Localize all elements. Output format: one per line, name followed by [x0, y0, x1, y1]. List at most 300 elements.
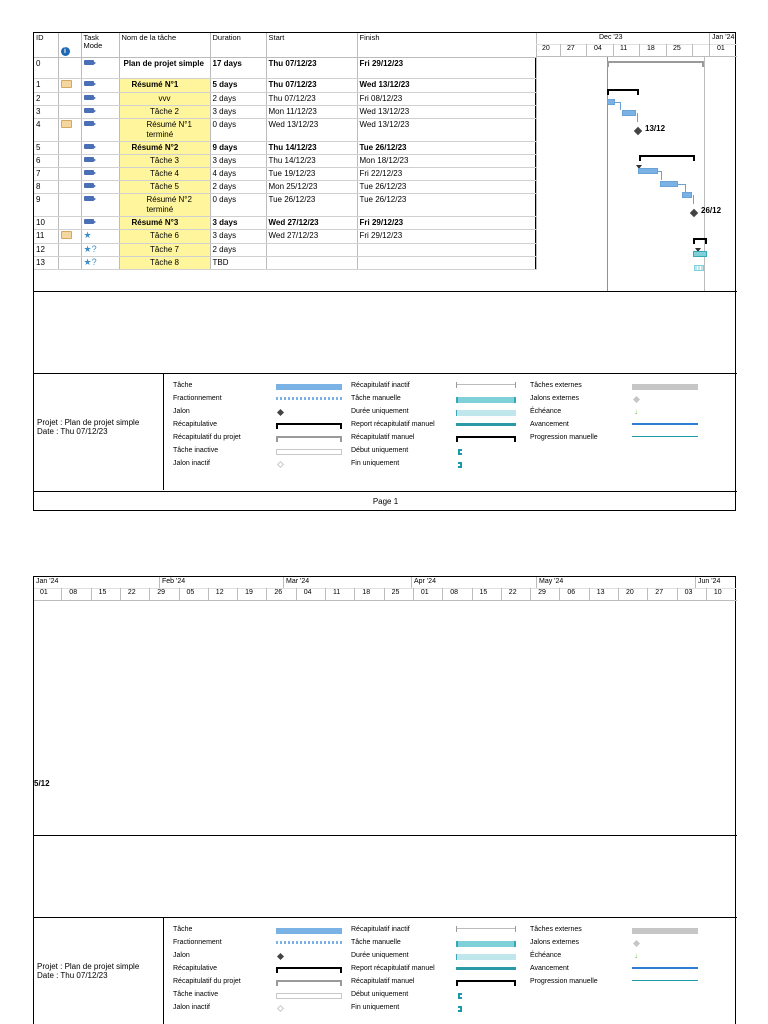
task-indicator[interactable] — [58, 92, 81, 105]
task-name[interactable] — [119, 167, 210, 180]
project-date: Date : Thu 07/12/23 — [37, 427, 108, 436]
task-indicator[interactable] — [58, 229, 81, 243]
finish-only-icon — [458, 462, 462, 468]
manual-task-icon — [456, 397, 516, 403]
task-row[interactable] — [34, 154, 536, 167]
task-name[interactable] — [119, 193, 210, 216]
manual-summary-rollup-icon — [456, 423, 516, 426]
timescale-day: 15 — [479, 589, 488, 596]
timescale-month: Dec '23 — [599, 34, 623, 41]
task-row[interactable] — [34, 118, 536, 141]
timescale-month: May '24 — [539, 578, 564, 585]
task-id[interactable]: 11 — [34, 229, 58, 243]
timescale-day: 22 — [508, 589, 517, 596]
task-mode[interactable] — [81, 180, 119, 193]
task-finish[interactable]: Fri 29/12/23 — [357, 57, 536, 78]
summary-icon — [276, 967, 342, 969]
task-name[interactable] — [119, 180, 210, 193]
task-mode[interactable] — [81, 57, 119, 78]
timescale-day: 27 — [655, 589, 664, 596]
col-finish[interactable]: Finish — [357, 33, 536, 57]
task-finish[interactable]: Tue 26/12/23 — [357, 193, 536, 216]
legend-label: Durée uniquement — [351, 952, 409, 959]
deadline-icon: ↓ — [634, 951, 638, 960]
auto-schedule-icon — [84, 183, 94, 188]
task-indicator[interactable] — [58, 154, 81, 167]
dependency-link — [615, 102, 621, 110]
legend-label: Récapitulatif manuel — [351, 434, 415, 441]
split-icon — [276, 941, 342, 944]
task-start[interactable]: Tue 26/12/23 — [266, 193, 357, 216]
task-duration[interactable]: 9 days — [210, 141, 266, 154]
task-id[interactable]: 1 — [34, 78, 58, 92]
start-only-icon — [458, 449, 462, 455]
task-name-text: Tâche 3 — [150, 155, 179, 165]
task-name[interactable] — [119, 256, 210, 269]
legend-label: Récapitulatif du projet — [173, 434, 241, 441]
project-date: Date : Thu 07/12/23 — [37, 971, 108, 980]
task-row[interactable] — [34, 167, 536, 180]
col-indicators[interactable] — [58, 33, 81, 57]
timescale-day: 06 — [567, 589, 576, 596]
auto-schedule-icon — [84, 95, 94, 100]
auto-schedule-icon — [84, 108, 94, 113]
summary-icon — [276, 423, 342, 425]
summary-bar-3[interactable] — [693, 238, 707, 240]
legend-label: Tâche manuelle — [351, 395, 401, 402]
info-icon: i — [61, 47, 70, 56]
milestone-label-cut: 5/12 — [34, 779, 50, 788]
task-name-text: Tâche 2 — [150, 106, 179, 116]
timescale-day: 19 — [245, 589, 253, 596]
legend-label: Durée uniquement — [351, 408, 409, 415]
task-mode[interactable] — [81, 154, 119, 167]
task-row[interactable] — [34, 78, 536, 92]
legend-label: Progression manuelle — [530, 978, 598, 985]
timescale-day: 03 — [684, 589, 693, 596]
milestone-label: 13/12 — [645, 124, 666, 133]
task-indicator[interactable] — [58, 256, 81, 269]
task-indicator[interactable] — [58, 243, 81, 256]
inactive-task-icon — [276, 449, 342, 455]
legend-label: Récapitulatif manuel — [351, 978, 415, 985]
timescale-day: 04 — [594, 45, 602, 52]
timescale-month: Jun '24 — [698, 578, 721, 585]
legend-label: Jalon inactif — [173, 460, 210, 467]
manual-pin-question-icon: ★? — [83, 243, 97, 254]
legend-label: Fractionnement — [173, 939, 222, 946]
legend — [34, 373, 737, 490]
task-start[interactable]: Thu 14/12/23 — [266, 154, 357, 167]
task-start[interactable]: Mon 25/12/23 — [266, 180, 357, 193]
legend-label: Report récapitulatif manuel — [351, 965, 435, 972]
legend-label: Tâche — [173, 382, 193, 389]
manual-progress-icon — [632, 980, 698, 981]
timescale-day: 04 — [303, 589, 312, 596]
project-summary-bar[interactable] — [607, 61, 704, 63]
timescale-day: 18 — [647, 45, 655, 52]
task-row[interactable] — [34, 180, 536, 193]
task-duration[interactable]: TBD — [210, 256, 266, 269]
task-name[interactable] — [119, 57, 210, 78]
manual-progress-icon — [632, 436, 698, 437]
timescale-month: Feb '24 — [162, 578, 186, 585]
task-mode[interactable] — [81, 105, 119, 118]
milestone-icon — [277, 409, 284, 416]
auto-schedule-icon — [84, 196, 94, 201]
task-duration[interactable]: 0 days — [210, 118, 266, 141]
timescale-month: Mar '24 — [286, 578, 310, 585]
note-icon[interactable] — [61, 80, 72, 88]
legend-label: Jalons externes — [530, 395, 580, 402]
manual-task-bar-tache-6[interactable] — [693, 251, 707, 257]
task-finish[interactable]: Wed 13/12/23 — [357, 105, 536, 118]
summary-bar-1[interactable] — [607, 89, 639, 91]
task-bar-tache-2[interactable] — [622, 110, 636, 116]
legend-label: Jalon inactif — [173, 1004, 210, 1011]
task-start[interactable]: Wed 13/12/23 — [266, 118, 357, 141]
auto-schedule-icon — [84, 81, 94, 86]
task-start[interactable]: Thu 07/12/23 — [266, 78, 357, 92]
task-name-text: Tâche 5 — [150, 181, 179, 191]
summary-bar-2[interactable] — [639, 155, 695, 157]
legend-label: Fin uniquement — [351, 460, 400, 467]
timescale-month: Jan '24 — [36, 578, 59, 585]
timescale-day: 01 — [420, 589, 429, 596]
task-start[interactable]: Thu 07/12/23 — [266, 57, 357, 78]
task-mode[interactable] — [81, 243, 119, 256]
task-id[interactable]: 6 — [34, 154, 58, 167]
timescale — [536, 33, 737, 57]
timescale-day: 18 — [362, 589, 371, 596]
dependency-link — [658, 171, 662, 180]
external-tasks-icon — [632, 928, 698, 934]
task-duration[interactable]: 2 days — [210, 180, 266, 193]
task-finish[interactable]: Tue 26/12/23 — [357, 141, 536, 154]
task-row[interactable] — [34, 229, 536, 243]
task-name-text: Tâche 8 — [150, 257, 179, 267]
task-mode[interactable] — [81, 78, 119, 92]
manual-summary-rollup-icon — [456, 967, 516, 970]
task-duration[interactable]: 3 days — [210, 216, 266, 229]
task-indicator[interactable] — [58, 105, 81, 118]
auto-schedule-icon — [84, 170, 94, 175]
task-mode[interactable] — [81, 92, 119, 105]
manual-pin-question-icon: ★? — [83, 256, 97, 267]
task-start[interactable] — [266, 256, 357, 269]
task-name[interactable] — [119, 229, 210, 243]
auto-schedule-icon — [84, 144, 94, 149]
task-finish[interactable]: Wed 13/12/23 — [357, 118, 536, 141]
timescale-day: 22 — [127, 589, 136, 596]
task-table — [34, 33, 536, 270]
timescale-day: 25 — [673, 45, 681, 52]
task-start[interactable]: Tue 19/12/23 — [266, 167, 357, 180]
finish-only-icon — [458, 1006, 462, 1012]
task-row[interactable] — [34, 105, 536, 118]
task-row[interactable] — [34, 57, 536, 78]
task-name[interactable] — [119, 154, 210, 167]
project-summary-icon — [276, 980, 342, 982]
legend-label: Fin uniquement — [351, 1004, 400, 1011]
task-mode[interactable] — [81, 141, 119, 154]
task-row[interactable] — [34, 243, 536, 256]
col-task-mode[interactable]: Task Mode — [81, 33, 119, 57]
task-id[interactable]: 4 — [34, 118, 58, 141]
task-indicator[interactable] — [58, 193, 81, 216]
task-id[interactable]: 12 — [34, 243, 58, 256]
task-row[interactable] — [34, 216, 536, 229]
inactive-milestone-icon — [277, 461, 284, 468]
task-mode[interactable] — [81, 167, 119, 180]
task-start[interactable]: Thu 14/12/23 — [266, 141, 357, 154]
task-name-text: Tâche 6 — [150, 230, 179, 240]
task-mode[interactable] — [81, 118, 119, 141]
task-indicator[interactable] — [58, 167, 81, 180]
legend-label: Récapitulatif inactif — [351, 926, 410, 933]
timescale-day: 01 — [717, 45, 725, 52]
inactive-milestone-icon — [277, 1005, 284, 1012]
timescale-day: 01 — [40, 589, 48, 596]
task-name-text: Résumé N°3 — [131, 217, 179, 227]
timescale-day: 10 — [713, 589, 722, 596]
task-id[interactable]: 8 — [34, 180, 58, 193]
legend-label: Tâches externes — [530, 926, 582, 933]
task-name[interactable] — [119, 141, 210, 154]
legend-label: Avancement — [530, 421, 569, 428]
task-id[interactable]: 7 — [34, 167, 58, 180]
task-name[interactable] — [119, 118, 210, 141]
legend-label: Début uniquement — [351, 991, 409, 998]
empty-area — [34, 291, 737, 373]
task-id[interactable]: 2 — [34, 92, 58, 105]
task-name-text: Plan de projet simple — [123, 58, 204, 68]
task-name-text: Tâche 4 — [150, 168, 179, 178]
timescale-day: 20 — [626, 589, 634, 596]
legend-label: Échéance — [530, 952, 562, 959]
legend-label: Récapitulative — [173, 421, 217, 428]
task-id[interactable]: 3 — [34, 105, 58, 118]
manual-task-icon — [456, 941, 516, 947]
task-finish[interactable]: Fri 22/12/23 — [357, 167, 536, 180]
timescale-month: Apr '24 — [414, 578, 436, 585]
task-name[interactable] — [119, 78, 210, 92]
task-start[interactable] — [266, 243, 357, 256]
task-finish[interactable] — [357, 256, 536, 269]
manual-task-bar-tache-7[interactable] — [694, 265, 704, 271]
legend-label: Tâche inactive — [173, 991, 219, 998]
dependency-link — [636, 113, 638, 122]
project-info — [34, 918, 164, 1024]
task-id[interactable]: 9 — [34, 193, 58, 216]
task-finish[interactable]: Fri 08/12/23 — [357, 92, 536, 105]
timescale-day: 11 — [620, 45, 628, 52]
dependency-link — [692, 195, 694, 204]
task-bar-tache-5[interactable] — [682, 192, 692, 198]
task-finish[interactable]: Fri 29/12/23 — [357, 216, 536, 229]
task-row[interactable] — [34, 141, 536, 154]
task-row[interactable] — [34, 92, 536, 105]
timescale-day: 11 — [333, 589, 341, 596]
task-id[interactable]: 10 — [34, 216, 58, 229]
task-id[interactable]: 13 — [34, 256, 58, 269]
task-indicator[interactable] — [58, 180, 81, 193]
legend-label: Échéance — [530, 408, 562, 415]
manual-summary-icon — [456, 436, 516, 438]
task-start[interactable]: Mon 11/12/23 — [266, 105, 357, 118]
task-duration[interactable]: 2 days — [210, 243, 266, 256]
gantt-chart[interactable] — [536, 33, 737, 291]
auto-schedule-icon — [84, 121, 94, 126]
inactive-summary-icon — [456, 928, 516, 929]
task-duration[interactable]: 5 days — [210, 78, 266, 92]
milestone-label: 26/12 — [701, 206, 722, 215]
duration-only-icon — [456, 954, 516, 960]
task-duration[interactable]: 0 days — [210, 193, 266, 216]
timescale-day: 29 — [538, 589, 546, 596]
milestone-diamond[interactable] — [634, 127, 642, 135]
col-task-name[interactable]: Nom de la tâche — [119, 33, 210, 57]
legend-page-2 — [34, 917, 737, 1024]
task-mode[interactable] — [81, 216, 119, 229]
task-id[interactable]: 0 — [34, 57, 58, 78]
task-indicator[interactable] — [58, 141, 81, 154]
timescale-page-2 — [34, 577, 737, 601]
timescale-day: 08 — [450, 589, 458, 596]
auto-schedule-icon — [84, 157, 94, 162]
task-row[interactable] — [34, 193, 536, 216]
legend-label: Tâches externes — [530, 382, 582, 389]
legend-label: Tâche inactive — [173, 447, 219, 454]
inactive-task-icon — [276, 993, 342, 999]
project-name: Projet : Plan de projet simple — [37, 418, 140, 427]
timescale-day: 15 — [98, 589, 107, 596]
legend-label: Fractionnement — [173, 395, 222, 402]
task-duration[interactable]: 17 days — [210, 57, 266, 78]
legend-label: Jalons externes — [530, 939, 580, 946]
start-only-icon — [458, 993, 462, 999]
task-finish[interactable]: Wed 13/12/23 — [357, 78, 536, 92]
task-bar-icon — [276, 928, 342, 934]
manual-summary-icon — [456, 980, 516, 982]
inactive-summary-icon — [456, 384, 516, 385]
task-id[interactable]: 5 — [34, 141, 58, 154]
legend-label: Début uniquement — [351, 447, 409, 454]
task-duration[interactable]: 3 days — [210, 105, 266, 118]
task-start[interactable]: Wed 27/12/23 — [266, 216, 357, 229]
task-finish[interactable]: Tue 26/12/23 — [357, 180, 536, 193]
project-summary-icon — [276, 436, 342, 438]
legend-label: Progression manuelle — [530, 434, 598, 441]
task-indicator[interactable] — [58, 118, 81, 141]
task-bar-icon — [276, 384, 342, 390]
page-number: Page 1 — [34, 491, 737, 511]
col-start[interactable]: Start — [266, 33, 357, 57]
timescale-day: 26 — [274, 589, 283, 596]
duration-only-icon — [456, 410, 516, 416]
legend-label: Avancement — [530, 965, 569, 972]
external-milestone-icon — [633, 396, 640, 403]
task-name[interactable] — [119, 105, 210, 118]
timescale-month: Jan '24 — [712, 34, 735, 41]
legend-label: Jalon — [173, 408, 190, 415]
auto-schedule-icon — [84, 219, 94, 224]
milestone-diamond[interactable] — [690, 209, 698, 217]
task-finish[interactable]: Fri 29/12/23 — [357, 229, 536, 243]
task-duration[interactable]: 3 days — [210, 154, 266, 167]
note-icon[interactable] — [61, 120, 72, 128]
legend-label: Jalon — [173, 952, 190, 959]
gantt-page-2 — [33, 576, 736, 1024]
task-mode[interactable] — [81, 229, 119, 243]
task-finish[interactable]: Mon 18/12/23 — [357, 154, 536, 167]
legend-label: Récapitulatif inactif — [351, 382, 410, 389]
task-row[interactable] — [34, 256, 536, 269]
task-finish[interactable] — [357, 243, 536, 256]
task-duration[interactable]: 2 days — [210, 92, 266, 105]
gantt-chart-page-2[interactable] — [34, 601, 737, 834]
empty-area — [34, 835, 737, 917]
progress-icon — [632, 967, 698, 969]
task-name-text: Résumé N°1 terminé — [146, 119, 192, 139]
timescale-day: 05 — [186, 589, 195, 596]
external-milestone-icon — [633, 940, 640, 947]
col-id[interactable]: ID — [34, 33, 58, 57]
task-name[interactable] — [119, 216, 210, 229]
deadline-icon: ↓ — [634, 407, 638, 416]
task-indicator[interactable] — [58, 57, 81, 78]
task-bar-vvv[interactable] — [607, 99, 615, 105]
timescale-day: 13 — [596, 589, 605, 596]
task-name[interactable] — [119, 92, 210, 105]
task-start[interactable]: Wed 27/12/23 — [266, 229, 357, 243]
timescale-day: 08 — [69, 589, 78, 596]
legend-label: Tâche manuelle — [351, 939, 401, 946]
manual-pin-icon: ★ — [83, 229, 92, 240]
task-name-text: Résumé N°2 terminé — [146, 194, 192, 214]
task-name-text: Tâche 7 — [150, 244, 179, 254]
task-name-text: vvv — [158, 93, 171, 103]
task-indicator[interactable] — [58, 216, 81, 229]
milestone-icon — [277, 953, 284, 960]
external-tasks-icon — [632, 384, 698, 390]
auto-schedule-icon — [84, 60, 94, 65]
gantt-page-1 — [33, 32, 736, 511]
legend-label: Récapitulative — [173, 965, 217, 972]
task-bar-tache-3[interactable] — [638, 168, 658, 174]
task-indicator[interactable] — [58, 78, 81, 92]
task-start[interactable]: Thu 07/12/23 — [266, 92, 357, 105]
timescale-day: 27 — [567, 45, 575, 52]
task-name[interactable] — [119, 243, 210, 256]
task-duration[interactable]: 4 days — [210, 167, 266, 180]
task-mode[interactable] — [81, 256, 119, 269]
progress-icon — [632, 423, 698, 425]
split-icon — [276, 397, 342, 400]
task-name-text: Résumé N°2 — [131, 142, 179, 152]
task-mode[interactable] — [81, 193, 119, 216]
legend-label: Report récapitulatif manuel — [351, 421, 435, 428]
project-info — [34, 374, 164, 490]
note-icon[interactable] — [61, 231, 72, 239]
timescale-day: 12 — [215, 589, 224, 596]
task-duration[interactable]: 3 days — [210, 229, 266, 243]
project-name: Projet : Plan de projet simple — [37, 962, 140, 971]
col-duration[interactable]: Duration — [210, 33, 266, 57]
task-bar-tache-4[interactable] — [660, 181, 678, 187]
timescale-day: 29 — [157, 589, 165, 596]
timescale-day: 20 — [542, 45, 550, 52]
